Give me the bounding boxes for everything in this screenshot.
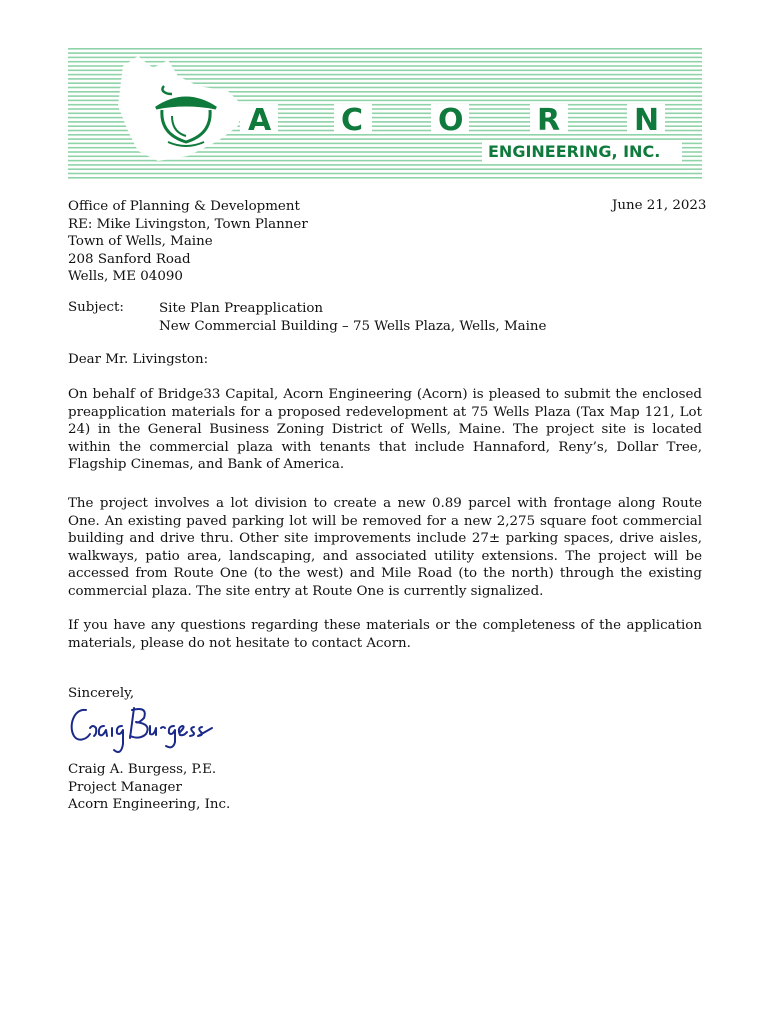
- logo-subtitle: ENGINEERING, INC.: [488, 142, 661, 161]
- letterhead-stripe: [68, 177, 702, 179]
- address-line: Town of Wells, Maine: [68, 234, 213, 249]
- signature-block: [68, 761, 230, 814]
- address-line: Wells, ME 04090: [68, 269, 183, 284]
- salutation: Dear Mr. Livingston:: [68, 352, 209, 367]
- signer-company: Acorn Engineering, Inc.: [68, 797, 231, 812]
- address-line: RE: Mike Livingston, Town Planner: [68, 216, 308, 232]
- logo-letter: R: [537, 103, 561, 138]
- signer-name: Craig A. Burgess, P.E.: [68, 762, 217, 777]
- letterhead: [68, 46, 702, 180]
- logo-letter: C: [341, 103, 364, 138]
- subject-label: Subject:: [68, 300, 124, 315]
- letterhead-stripe: [68, 52, 702, 54]
- body-paragraph: The project involves a lot division to create a new 0.89 parcel with frontage along Route One. An existing paved parking lot will be removed for a new 2,275 square foot commercial building and drive thru. Other site improvements include 27± parking spaces, drive aisles, walkways, patio area, landscaping, and associated utility extensions. The project will be accessed from Route One (to the west) and Mile Road (to the north) through the existing commercial plaza. The site entry at Route One is currently signalized.: [68, 496, 702, 599]
- signer-title: Project Manager: [68, 779, 182, 795]
- letterhead-stripe: [68, 61, 702, 63]
- subject-line: Site Plan Preapplication: [159, 301, 324, 316]
- letterhead-stripe: [68, 164, 702, 166]
- logo-letter: O: [438, 103, 464, 138]
- subject-lines: [159, 300, 546, 335]
- letterhead-stripe: [68, 57, 702, 59]
- address-line: Office of Planning & Development: [68, 199, 300, 214]
- letter-date: June 21, 2023: [612, 198, 707, 213]
- letterhead-stripe: [68, 48, 702, 50]
- address-line: 208 Sanford Road: [68, 251, 191, 267]
- letterhead-stripe: [68, 168, 702, 170]
- logo-letter: A: [248, 103, 272, 138]
- body-paragraph: If you have any questions regarding these materials or the completeness of the application materials, please do not hesitate to contact Acorn.: [68, 618, 702, 651]
- handwritten-signature: [66, 698, 216, 762]
- closing: Sincerely,: [68, 686, 135, 701]
- logo-letter: N: [634, 103, 660, 138]
- subject-line: New Commercial Building – 75 Wells Plaza, Wells, Maine: [159, 318, 547, 334]
- body-paragraph: On behalf of Bridge33 Capital, Acorn Engineering (Acorn) is pleased to submit the enclosed preapplication materials for a proposed redevelopment at 75 Wells Plaza (Tax Map 121, Lot 24) in the General Business Zoning District of Wells, Maine. The project site is located within the commercial plaza with tenants that include Hannaford, Reny’s, Dollar Tree, Flagship Cinemas, and Bank of America.: [68, 387, 702, 472]
- letterhead-stripe: [68, 173, 702, 175]
- recipient-address: [68, 198, 308, 286]
